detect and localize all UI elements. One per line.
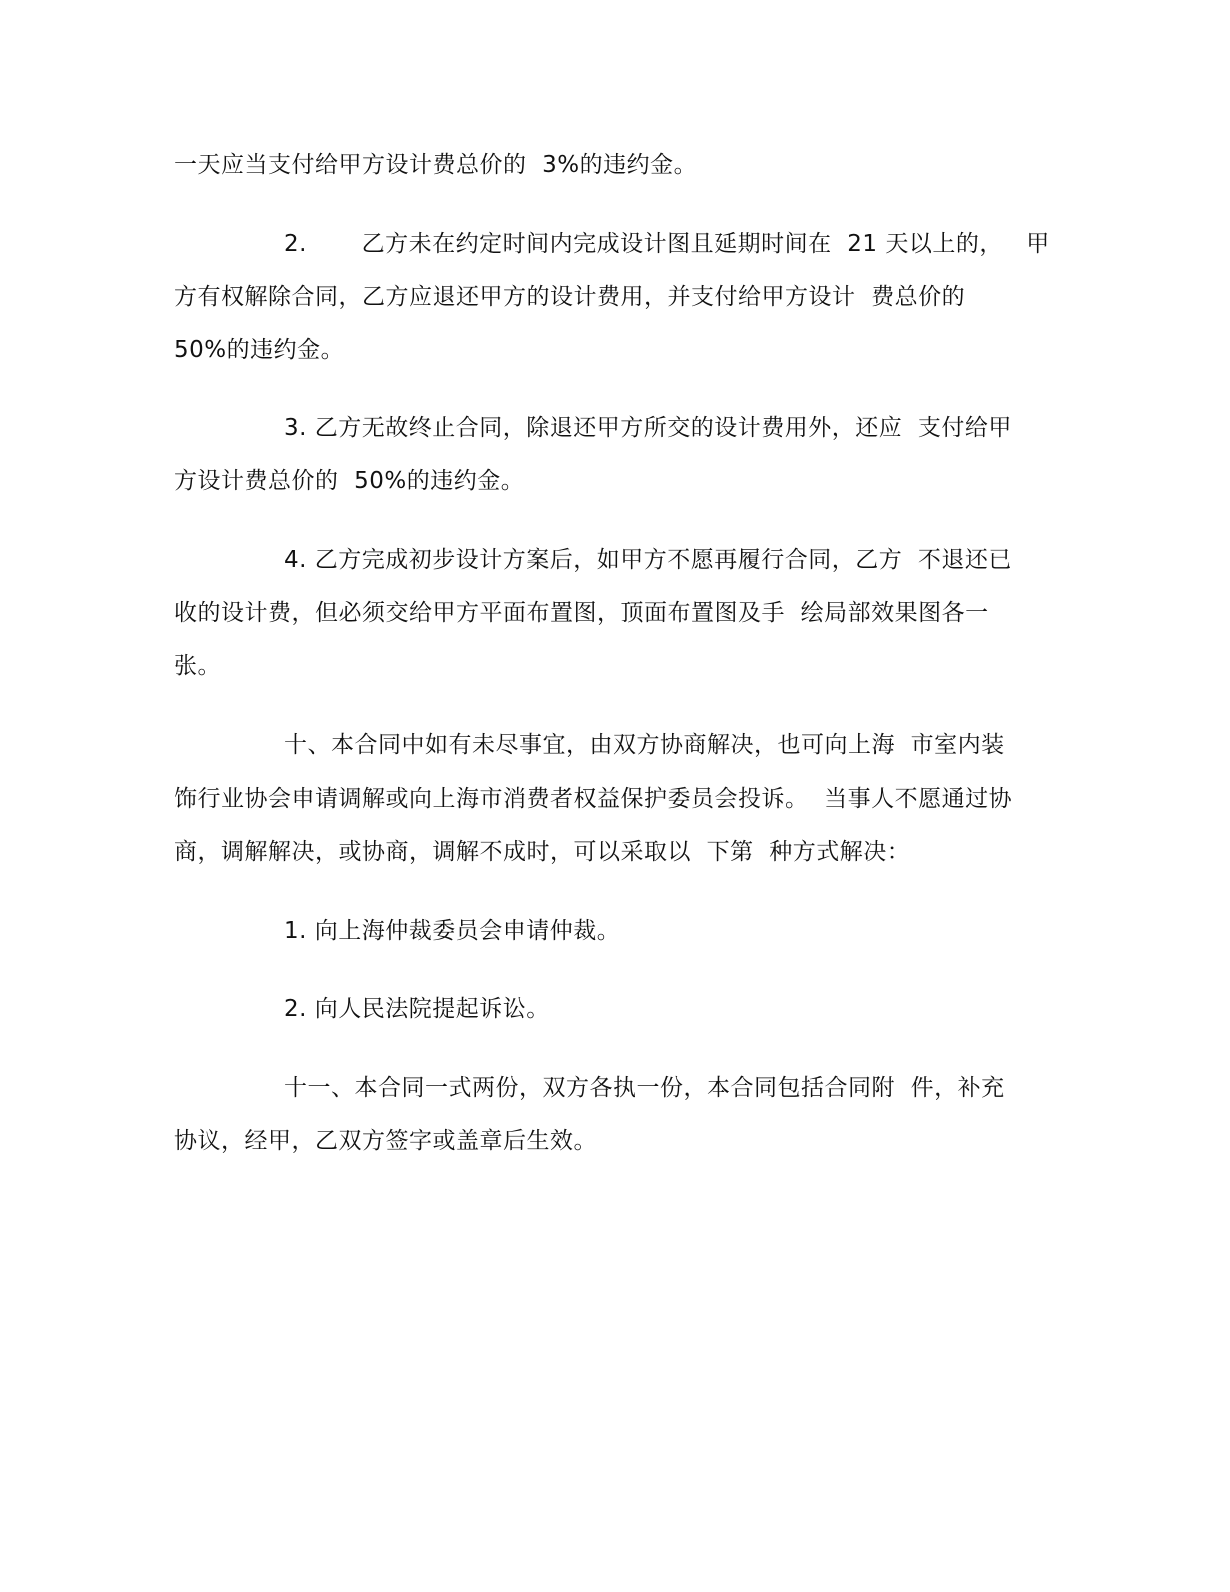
- text-line-10: 十、本合同中如有未尽事宜，由双方协商解决，也可向上海 市室内装: [284, 732, 1005, 758]
- text-line-4: 50%的违约金。: [174, 337, 345, 363]
- text-line-7: 4. 乙方完成初步设计方案后，如甲方不愿再履行合同，乙方 不退还已: [284, 547, 1012, 573]
- text-line-13: 1. 向上海仲裁委员会申请仲裁。: [284, 918, 621, 944]
- text-line-11: 饰行业协会申请调解或向上海市消费者权益保护委员会投诉。 当事人不愿通过协: [174, 786, 1013, 812]
- text-line-8: 收的设计费，但必须交给甲方平面布置图，顶面布置图及手 绘局部效果图各一: [174, 600, 989, 626]
- text-line-2: 2. 乙方未在约定时间内完成设计图且延期时间在 21 天以上的， 甲: [284, 231, 1050, 257]
- text-line-12: 商，调解解决，或协商，调解不成时，可以采取以 下第 种方式解决：: [174, 839, 911, 865]
- text-line-14: 2. 向人民法院提起诉讼。: [284, 996, 550, 1022]
- text-line-3: 方有权解除合同，乙方应退还甲方的设计费用，并支付给甲方设计 费总价的: [174, 284, 966, 310]
- text-line-15: 十一、本合同一式两份，双方各执一份，本合同包括合同附 件，补充: [284, 1075, 1005, 1101]
- text-line-1: 一天应当支付给甲方设计费总价的 3%的违约金。: [174, 152, 698, 178]
- text-line-16: 协议，经甲，乙双方签字或盖章后生效。: [174, 1128, 597, 1154]
- text-line-9: 张。: [174, 653, 221, 679]
- text-line-6: 方设计费总价的 50%的违约金。: [174, 468, 525, 494]
- text-line-5: 3. 乙方无故终止合同，除退还甲方所交的设计费用外，还应 支付给甲: [284, 415, 1012, 441]
